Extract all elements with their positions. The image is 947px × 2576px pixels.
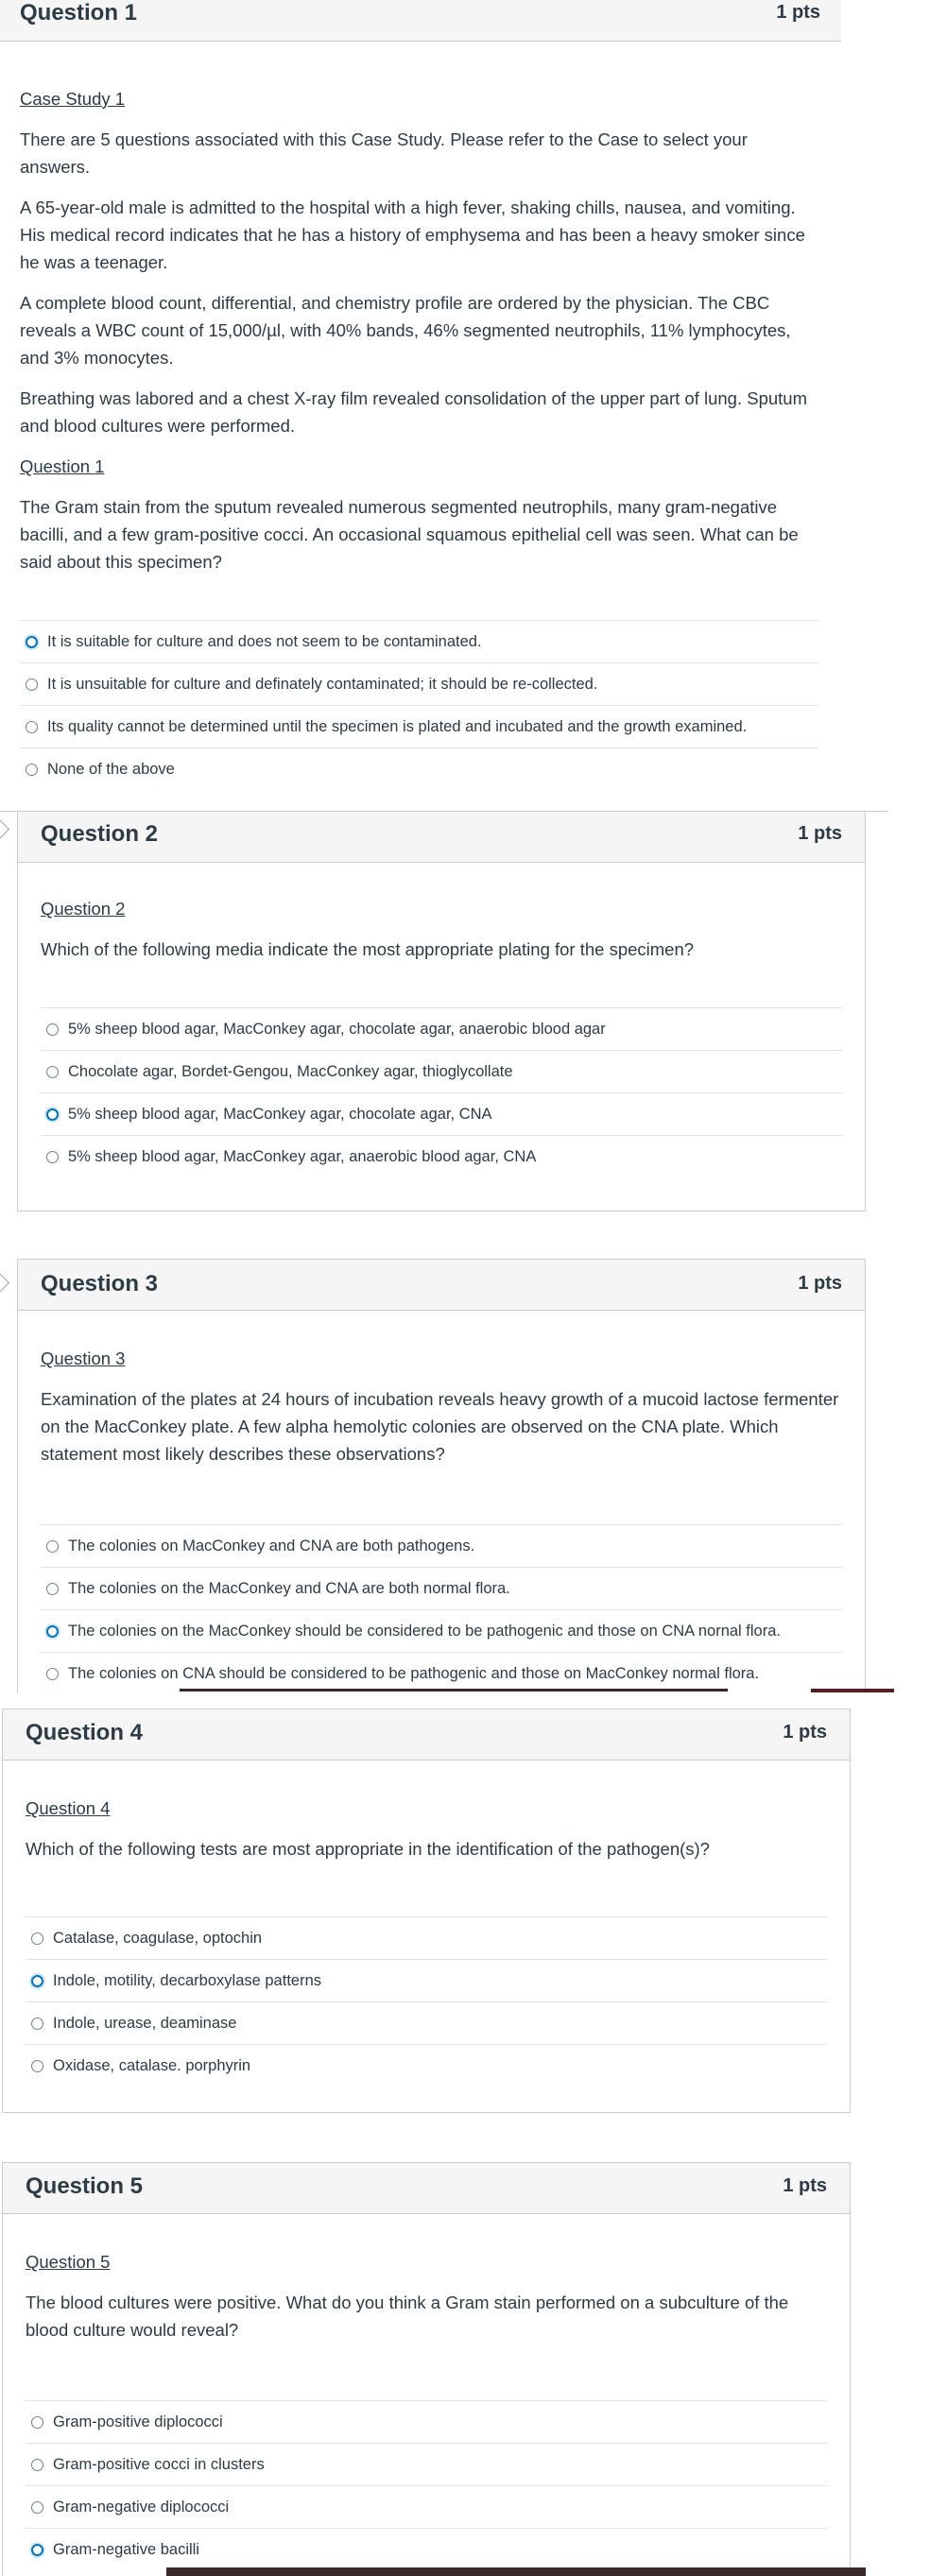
question-4-title: Question 4	[26, 1720, 144, 1745]
chevron-right-icon[interactable]	[0, 819, 9, 839]
question-3-body	[41, 1345, 842, 1481]
answer-text: It is unsuitable for culture and definately contaminated; it should be re-collected.	[47, 675, 598, 693]
answer-text: The colonies on the MacConkey should be considered to be pathogenic and those on CNA nornal flora.	[68, 1622, 781, 1640]
radio-selected-icon[interactable]	[46, 1625, 59, 1638]
question-3-points: 1 pts	[798, 1273, 842, 1294]
question-5-body	[26, 2248, 827, 2357]
question-2-card	[17, 811, 866, 1211]
case-paragraph-3: A complete blood count, differential, and chemistry profile are ordered by the physician. The CBC reveals a WBC count of 15,000/µl, with 40% bands, 46% segmented neutrophils, 11% lymphocytes, and 3% monocytes.	[20, 293, 791, 368]
question-2-answer-4[interactable]	[41, 1136, 842, 1178]
radio-icon[interactable]	[31, 2416, 43, 2429]
radio-icon[interactable]	[31, 2459, 43, 2471]
question-1-answer-3[interactable]	[20, 706, 818, 748]
question-3-title: Question 3	[41, 1271, 159, 1297]
question-3-card	[17, 1259, 866, 1693]
question-3-header	[18, 1260, 865, 1311]
answer-text: Indole, urease, deaminase	[53, 2014, 237, 2032]
question-4-answer-4[interactable]	[26, 2045, 827, 2087]
chevron-right-icon[interactable]	[0, 1273, 9, 1293]
question-1-title: Question 1	[20, 0, 138, 26]
question-1-prompt: The Gram stain from the sputum revealed numerous segmented neutrophils, many gram-negative bacilli, and a few gram-positive cocci. An occasional squamous epithelial cell was seen. What can be said about this specimen?	[20, 497, 799, 572]
question-3-answer-2[interactable]	[41, 1568, 842, 1610]
question-2-header	[18, 812, 865, 863]
question-3-answer-1[interactable]	[41, 1525, 842, 1568]
question-4-answer-3[interactable]	[26, 2002, 827, 2045]
question-2-body	[41, 895, 842, 976]
question-5-header	[3, 2163, 850, 2214]
answer-text: Indole, motility, decarboxylase patterns	[53, 1971, 322, 1989]
question-2-title: Question 2	[41, 821, 159, 847]
question-4-body	[26, 1795, 827, 1876]
radio-icon[interactable]	[26, 678, 38, 691]
question-2-points: 1 pts	[798, 823, 842, 844]
scroll-bar	[180, 1689, 728, 1692]
question-1-points: 1 pts	[776, 2, 820, 23]
question-1-body	[20, 85, 822, 589]
radio-icon[interactable]	[31, 2501, 43, 2514]
question-3-answer-3[interactable]	[41, 1610, 842, 1653]
answer-text: Gram-negative bacilli	[53, 2541, 199, 2558]
question-1-header	[0, 0, 841, 42]
radio-selected-icon[interactable]	[31, 2544, 43, 2556]
radio-selected-icon[interactable]	[31, 1975, 43, 1987]
question-2-answer-3[interactable]	[41, 1093, 842, 1136]
question-4-header	[3, 1709, 850, 1760]
question-4-answer-2[interactable]	[26, 1960, 827, 2002]
question-5-answers	[26, 2400, 827, 2571]
answer-text: Gram-negative diplococci	[53, 2498, 230, 2516]
question-4-answer-1[interactable]	[26, 1917, 827, 1960]
question-1-answers	[20, 620, 818, 791]
radio-icon[interactable]	[46, 1023, 59, 1036]
answer-text: It is suitable for culture and does not seem to be contaminated.	[47, 632, 482, 650]
question-5-answer-4[interactable]	[26, 2529, 827, 2571]
radio-icon[interactable]	[26, 764, 38, 776]
question-4-answers	[26, 1916, 827, 2087]
answer-text: The colonies on MacConkey and CNA are both pathogens.	[68, 1537, 475, 1554]
radio-icon[interactable]	[46, 1668, 59, 1680]
radio-icon[interactable]	[46, 1151, 59, 1163]
case-study-label: Case Study 1	[20, 89, 126, 109]
answer-text: Catalase, coagulase, optochin	[53, 1929, 263, 1947]
radio-icon[interactable]	[31, 1932, 43, 1945]
case-paragraph-2: A 65-year-old male is admitted to the hospital with a high fever, shaking chills, nausea, and vomiting. His medical record indicates that he has a history of emphysema and has been a heavy smoker since he was a teenager.	[20, 197, 805, 272]
question-5-title: Question 5	[26, 2173, 144, 2199]
radio-selected-icon[interactable]	[46, 1108, 59, 1121]
case-paragraph-1: There are 5 questions associated with this Case Study. Please refer to the Case to select your answers.	[20, 129, 748, 177]
question-5-answer-2[interactable]	[26, 2444, 827, 2486]
question-4-label: Question 4	[26, 1798, 111, 1818]
question-2-prompt: Which of the following media indicate the most appropriate plating for the specimen?	[41, 939, 695, 959]
answer-text: Gram-positive diplococci	[53, 2413, 223, 2430]
radio-icon[interactable]	[46, 1583, 59, 1595]
question-3-label: Question 3	[41, 1348, 126, 1368]
question-5-points: 1 pts	[783, 2175, 827, 2196]
question-1-answer-2[interactable]	[20, 663, 818, 706]
radio-icon[interactable]	[46, 1540, 59, 1553]
radio-icon[interactable]	[46, 1066, 59, 1078]
question-3-prompt: Examination of the plates at 24 hours of incubation reveals heavy growth of a mucoid lactose fermenter on the MacConkey plate. A few alpha hemolytic colonies are observed on the CNA plate. Which statement most likely describes these observations?	[41, 1389, 839, 1464]
question-1-answer-1[interactable]	[20, 621, 818, 663]
question-4-points: 1 pts	[783, 1722, 827, 1743]
answer-text: 5% sheep blood agar, MacConkey agar, chocolate agar, CNA	[68, 1105, 492, 1123]
question-4-card	[2, 1709, 851, 2113]
answer-text: The colonies on CNA should be considered to be pathogenic and those on MacConkey normal flora.	[68, 1665, 760, 1682]
answer-text: None of the above	[47, 761, 175, 778]
question-5-answer-3[interactable]	[26, 2486, 827, 2529]
answer-text: Chocolate agar, Bordet-Gengou, MacConkey agar, thioglycollate	[68, 1062, 513, 1080]
question-1-answer-4[interactable]	[20, 748, 818, 791]
answer-text: Its quality cannot be determined until the specimen is plated and incubated and the growth examined.	[47, 717, 748, 735]
question-5-label: Question 5	[26, 2252, 111, 2272]
answer-text: 5% sheep blood agar, MacConkey agar, anaerobic blood agar, CNA	[68, 1148, 537, 1165]
question-5-answer-1[interactable]	[26, 2401, 827, 2444]
question-2-answer-2[interactable]	[41, 1051, 842, 1093]
question-4-prompt: Which of the following tests are most appropriate in the identification of the pathogen(s)?	[26, 1839, 710, 1859]
scroll-bar	[166, 2567, 866, 2576]
question-2-answers	[41, 1007, 842, 1178]
answer-text: Gram-positive cocci in clusters	[53, 2455, 265, 2473]
question-5-card	[2, 2162, 851, 2576]
radio-icon[interactable]	[31, 2018, 43, 2030]
question-1-label: Question 1	[20, 456, 105, 476]
question-2-label: Question 2	[41, 899, 126, 919]
case-paragraph-4: Breathing was labored and a chest X-ray film revealed consolidation of the upper part of lung. Sputum and blood cultures were performed.	[20, 388, 807, 436]
radio-selected-icon[interactable]	[26, 636, 38, 648]
answer-text: Oxidase, catalase. porphyrin	[53, 2057, 251, 2074]
answer-text: 5% sheep blood agar, MacConkey agar, chocolate agar, anaerobic blood agar	[68, 1020, 606, 1038]
question-3-answers	[41, 1524, 842, 1695]
radio-icon[interactable]	[31, 2060, 43, 2072]
answer-text: The colonies on the MacConkey and CNA are both normal flora.	[68, 1579, 510, 1597]
radio-icon[interactable]	[26, 721, 38, 733]
scroll-bar	[811, 1689, 894, 1692]
question-2-answer-1[interactable]	[41, 1008, 842, 1051]
question-5-prompt: The blood cultures were positive. What do you think a Gram stain performed on a subculture of the blood culture would reveal?	[26, 2293, 789, 2340]
question-1-card	[0, 0, 841, 813]
